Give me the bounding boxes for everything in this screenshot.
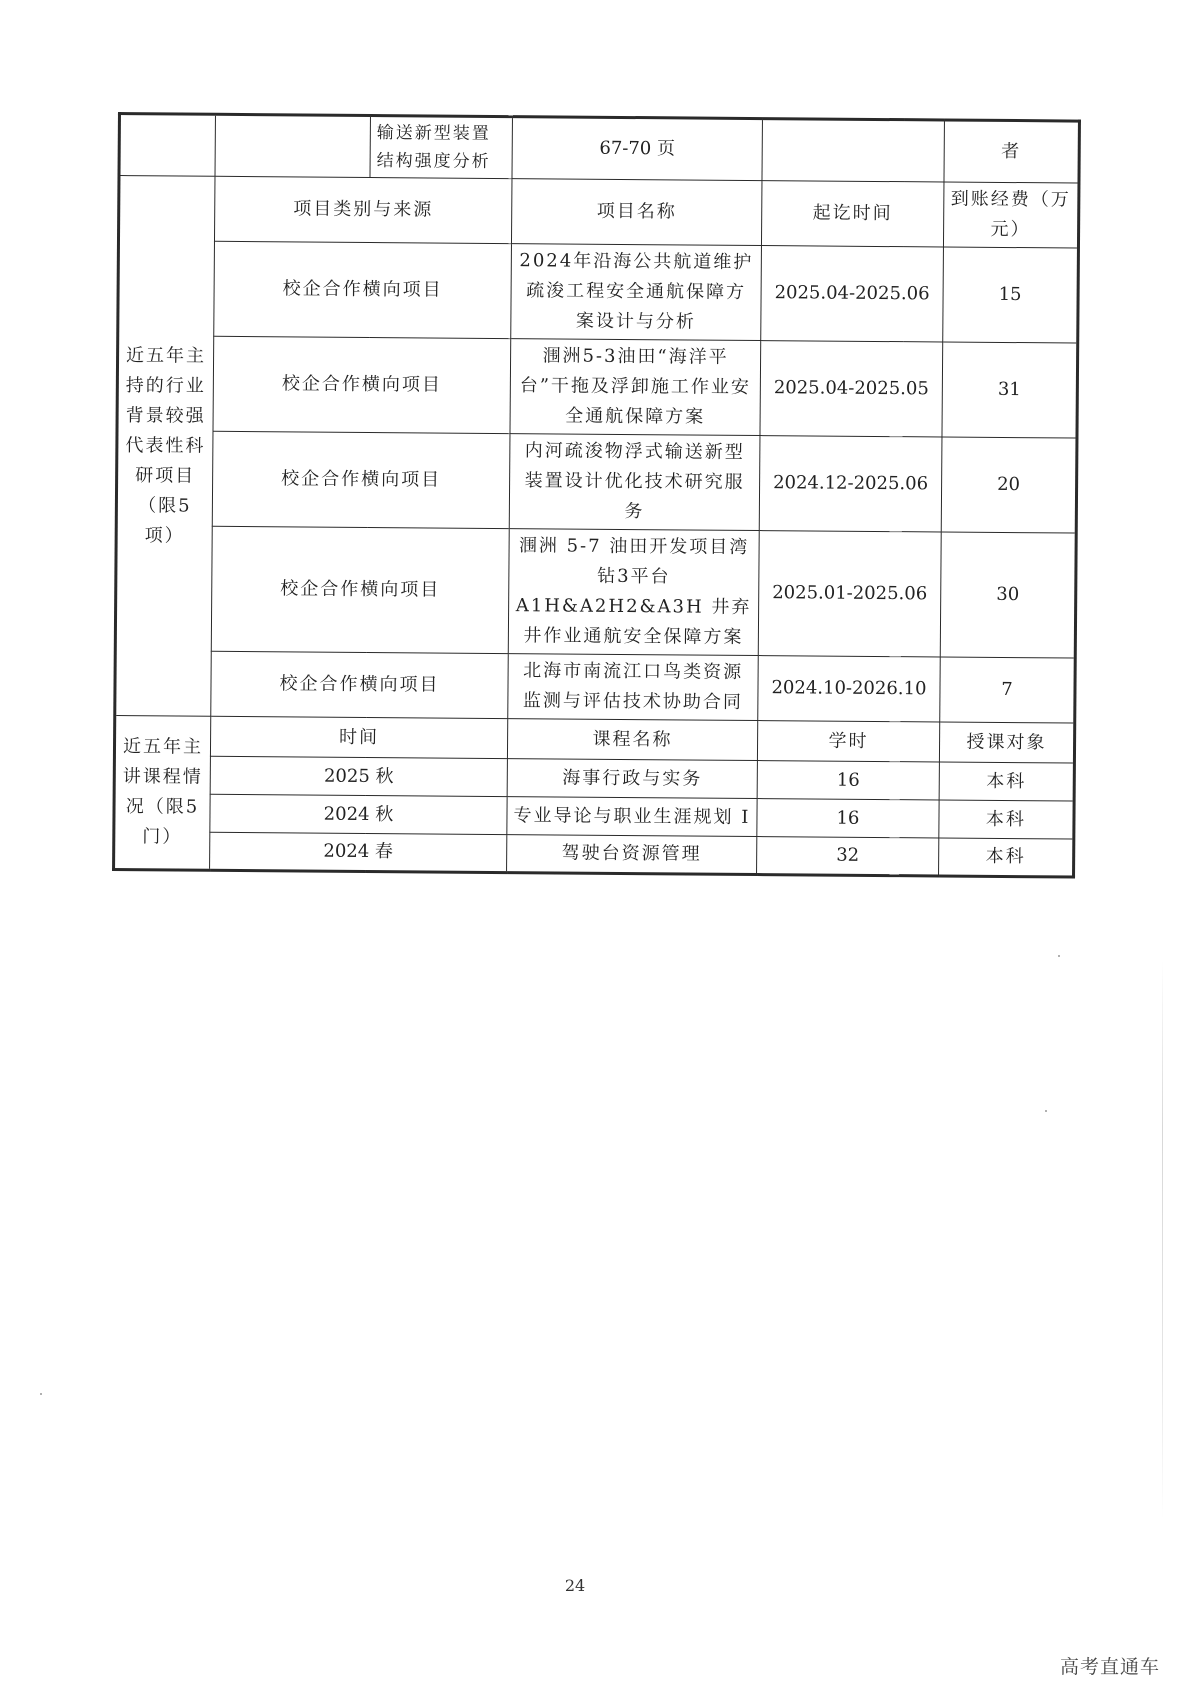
paper-pages-cell: 67-70 页	[512, 117, 762, 181]
scan-speck	[1045, 1110, 1047, 1112]
courses-header-time: 时间	[210, 716, 507, 758]
research-period: 2025.04-2025.06	[761, 246, 944, 342]
research-period: 2024.10-2026.10	[758, 656, 941, 722]
research-header-name: 项目名称	[511, 179, 762, 246]
research-period: 2025.04-2025.05	[760, 341, 943, 437]
research-name: 北海市南流江口鸟类资源监测与评估技术协助合同	[508, 654, 759, 721]
research-name: 涠洲5-3油田“海洋平台”干拖及浮卸施工作业安全通航保障方案	[510, 339, 761, 436]
research-header-row	[118, 176, 1078, 249]
research-name: 内河疏浚物浮式输送新型装置设计优化技术研究服务	[509, 434, 760, 531]
research-header-period: 起讫时间	[761, 181, 944, 247]
courses-header-audience: 授课对象	[939, 722, 1074, 763]
course-name: 驾驶台资源管理	[507, 835, 757, 875]
research-row	[116, 431, 1077, 534]
research-header-funds: 到账经费（万元）	[943, 182, 1079, 248]
author-role-cell: 者	[944, 120, 1079, 183]
scan-speck	[40, 1393, 42, 1395]
research-category: 校企合作横向项目	[214, 241, 512, 338]
research-period: 2024.12-2025.06	[759, 436, 942, 532]
profile-table	[112, 112, 1081, 879]
course-audience: 本科	[939, 838, 1074, 877]
research-row	[115, 650, 1075, 723]
research-header-category: 项目类别与来源	[214, 176, 512, 243]
research-funds: 7	[940, 657, 1076, 723]
research-funds: 31	[942, 342, 1078, 438]
course-hours: 32	[757, 837, 939, 876]
empty-cell	[119, 114, 215, 177]
research-section-label: 近五年主持的行业背景较强代表性科研项目（限5项）	[115, 176, 215, 717]
watermark: 高考直通车	[1060, 1656, 1161, 1678]
course-name: 专业导论与职业生涯规划 I	[507, 797, 757, 837]
research-row	[118, 241, 1079, 344]
course-hours: 16	[757, 799, 939, 838]
course-hours: 16	[757, 761, 939, 800]
course-time: 2024 春	[210, 832, 507, 872]
course-name: 海事行政与实务	[507, 759, 757, 799]
page-number: 24	[564, 1576, 586, 1595]
research-name: 2024年沿海公共航道维护疏浚工程安全通航保障方案设计与分析	[511, 244, 762, 341]
courses-section-label: 近五年主讲课程情况（限5门）	[114, 715, 211, 870]
courses-header-hours: 学时	[757, 721, 939, 762]
research-funds: 15	[943, 247, 1079, 343]
research-category: 校企合作横向项目	[211, 526, 509, 653]
empty-cell	[215, 114, 370, 177]
research-category: 校企合作横向项目	[212, 431, 510, 528]
paper-row-fragment	[119, 114, 1079, 184]
scan-speck	[1058, 955, 1060, 957]
research-funds: 30	[940, 532, 1076, 658]
research-period: 2025.01-2025.06	[758, 531, 941, 657]
courses-header-name: 课程名称	[507, 719, 757, 761]
paper-title-cell: 输送新型装置结构强度分析	[370, 115, 512, 178]
course-time: 2025 秋	[210, 756, 507, 796]
research-row	[115, 525, 1076, 658]
course-row	[114, 831, 1074, 877]
research-category: 校企合作横向项目	[213, 336, 511, 433]
empty-cell	[762, 119, 944, 182]
research-name: 涠洲 5-7 油田开发项目湾钻3平台 A1H&A2H2&A3H 井弃井作业通航安全保障方案	[508, 529, 759, 656]
scan-artifact-line	[1162, 960, 1163, 1520]
research-category: 校企合作横向项目	[211, 651, 509, 718]
course-time: 2024 秋	[210, 794, 507, 834]
course-audience: 本科	[939, 762, 1074, 801]
research-funds: 20	[941, 437, 1077, 533]
research-row	[117, 336, 1078, 439]
course-audience: 本科	[939, 800, 1074, 839]
